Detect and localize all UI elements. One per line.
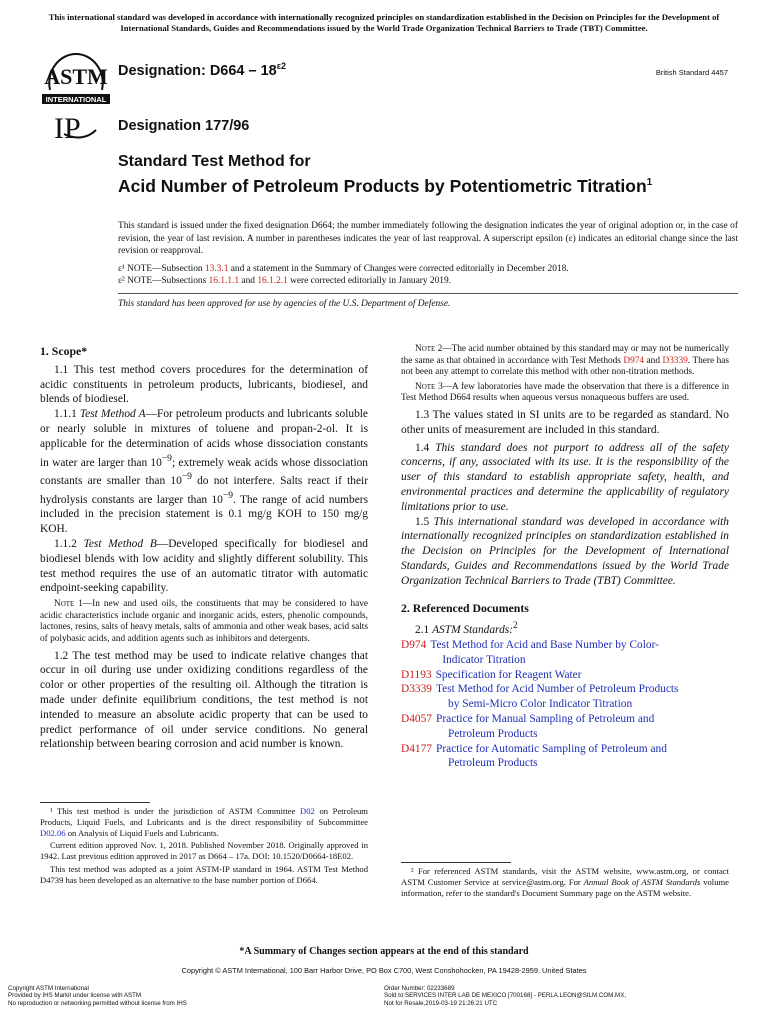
ref-line2: by Semi-Micro Color Indicator Titration (448, 698, 633, 711)
note-2-label: Note 2 (415, 344, 443, 354)
astm-standards-label: ASTM Standards: (432, 624, 513, 637)
note-2-a: —The acid number obtained by this standard may or may not be numerically the same as that obtained in accordance with Test Methods (401, 344, 730, 366)
fn1-b: on Petroleum Products, Liquid Fuels, and Lubricants and is the direct responsibility of Subcommittee (40, 806, 368, 827)
epsilon-note-2 (118, 275, 738, 288)
ref-line1: Specification for Reagent Water (435, 668, 582, 681)
exp-1: −9 (161, 453, 172, 464)
ref-item[interactable] (401, 638, 729, 668)
para-1-1-1 (40, 407, 368, 537)
note-3-label: Note 3 (415, 381, 443, 392)
fn2-italic: Annual Book of ASTM Standards (583, 876, 701, 887)
epsilon-note-2-suffix: were corrected editorially in January 2019. (287, 276, 451, 287)
fn1-c: on Analysis of Liquid Fuels and Lubricants. (65, 827, 219, 838)
ref-title[interactable] (436, 712, 654, 742)
exp-3: −9 (222, 490, 233, 501)
footer-right (384, 985, 626, 1007)
para-1-1-2 (40, 537, 368, 596)
footer-left-1: Copyright ASTM International (8, 985, 89, 992)
note-1-text: —In new and used oils, the constituents that may be considered to have acidic characteristics include organic and inorganic acids, esters, phenolic compounds, lactones, resins, salts of heavy metals, salts of ammonia and other weak bases, acid salts of polybasic acids, and addition agents such as inhibitors and detergents. (40, 599, 368, 644)
para-1-5-num: 1.5 (415, 515, 434, 528)
designation-ip: Designation 177/96 (118, 118, 250, 134)
para-1-1-1-d: . The range of acid numbers included in the precision statement is 0.1 mg/g KOH to 150 mg/g KOH. (40, 493, 369, 536)
para-1-1-1-b: ; extremely weak acids whose dissociation constants are smaller than 10 (40, 456, 369, 487)
defense-statement: This standard has been approved for use by agencies of the U.S. Department of Defense. (118, 298, 451, 309)
ref-title[interactable] (436, 668, 582, 683)
right-footnotes (401, 866, 729, 900)
ref-title[interactable] (436, 682, 678, 712)
intro-divider (118, 293, 738, 311)
footnote-edition: Current edition approved Nov. 1, 2018. Published November 2018. Originally approved in 1942. Last previous edition approved in 2017 as D664 – 17a. DOI: 10.1520/D0664-18E02. (40, 840, 368, 862)
note-3 (401, 382, 729, 405)
footer-right-1: Order Number: 02233689 (384, 985, 455, 992)
para-1-1: 1.1 This test method covers procedures for the determination of acidic constituents in petroleum products, lubricants, biodiesel, and blends of biodiesel. (40, 363, 368, 406)
footnote-joint: This test method was adopted as a joint ASTM-IP standard in 1964. ASTM Test Method D4739 has been developed as an alternative to the base number portion of D664. (40, 863, 368, 885)
ref-item[interactable] (401, 668, 729, 683)
title-block (118, 152, 718, 197)
para-1-4-num: 1.4 (415, 441, 436, 454)
left-footnote-rule (40, 802, 150, 803)
note-2-b: and (644, 355, 663, 366)
astm-standards-sup: 2 (513, 621, 518, 632)
note-1-label: Note 1 (54, 599, 83, 610)
title-main-text: Acid Number of Petroleum Products by Potentiometric Titration (118, 175, 647, 196)
epsilon-note-1-suffix: and a statement in the Summary of Changes were corrected editorially in December 2018. (228, 263, 569, 274)
exp-2: −9 (181, 472, 192, 483)
para-1-2: 1.2 The test method may be used to indicate relative changes that occur in oil during use under oxidizing conditions regardless of the color or other properties of the resulting oil. Although the titration is made under definite equilibrium conditions, the test method is not intended to measure an absolute acidic property that can be used to predict performance of oil under service conditions. No general relationship between bearing corrosion and acid number is known. (40, 649, 368, 751)
ref-line1: Practice for Automatic Sampling of Petroleum and (436, 742, 667, 755)
note-2-c: . There has not been any attempt to correlate this method with other non-titration methods. (401, 355, 730, 378)
ref-code[interactable]: D3339 (401, 683, 433, 696)
right-column (401, 344, 729, 771)
link-d3339[interactable]: D3339 (662, 355, 688, 366)
note-3-text: —A few laboratories have made the observation that there is a difference in Test Method D664 results when aqueous versus nonaqueous buffers are used. (401, 381, 729, 404)
para-1-3: 1.3 The values stated in SI units are to be regarded as standard. No other units of measurement are included in this standard. (401, 408, 729, 436)
title-pre: Standard Test Method for (118, 153, 311, 170)
ref-code[interactable]: D4057 (401, 712, 433, 725)
test-method-a-label: Test Method A (79, 408, 146, 421)
right-footnote-rule (401, 862, 511, 863)
issued-statement: This standard is issued under the fixed designation D664; the number immediately following the designation indicates the year of original adoption or, in the case of revision, the year of last revision. A number in parentheses indicates the year of last reapproval. A superscript epsilon (ε) indicates an editorial change since the last revision or reapproval. (118, 221, 738, 257)
ref-line2: Petroleum Products (448, 727, 538, 740)
copyright-line: Copyright © ASTM International, 100 Barr Harbor Drive, PO Box C700, West Conshohocken, PA 19428-2959. United States (181, 966, 587, 975)
referenced-documents-heading: 2. Referenced Documents (401, 600, 529, 615)
ref-line1: Test Method for Acid and Base Number by Color- (430, 638, 659, 651)
epsilon-note-2-prefix: ε² NOTE—Subsections (118, 276, 209, 287)
footer-right-3: Not for Resale,2019-03-19 21:26:21 UTC (384, 999, 498, 1007)
ref-item[interactable] (401, 712, 729, 742)
footer-left-3: No reproduction or networking permitted without license from IHS (8, 999, 187, 1007)
ref-line2: Indicator Titration (442, 653, 526, 666)
ref-code[interactable]: D4177 (401, 742, 433, 755)
fn2-b: volume information, refer to the standard's Document Summary page on the ASTM website. (401, 876, 729, 898)
para-1-1-1-c: do not interfere. Salts react if their hydrolysis constants are larger than 10 (40, 474, 368, 506)
left-column (40, 344, 368, 752)
ref-line2: Petroleum Products (448, 757, 538, 770)
para-1-4-text: This standard does not purport to address all of the safety concerns, if any, associated with its use. It is the responsibility of the user of this standard to establish appropriate safety, health, and environmental practices and determine the applicability of regulatory limitations prior to use. (401, 441, 729, 513)
ref-line1: Practice for Manual Sampling of Petroleum and (436, 712, 655, 725)
designation (118, 61, 286, 79)
intro (118, 220, 738, 316)
ip-logo (50, 112, 100, 142)
para-1-1-1-a: —For petroleum products and lubricants soluble or nearly soluble in mixtures of toluene and propan-2-ol. It is applicable for the determination of acids whose dissociation constants in water are larger than 10 (40, 408, 368, 469)
left-footnotes (40, 806, 368, 888)
ref-title[interactable] (430, 638, 659, 668)
designation-text: Designation: D664 – 18 (118, 62, 277, 79)
british-standard: British Standard 4457 (655, 68, 728, 77)
epsilon-note-2-mid: and (239, 276, 258, 287)
para-1-4 (401, 441, 729, 515)
link-16-1-2-1[interactable]: 16.1.2.1 (257, 276, 288, 287)
fn2-a: ² For referenced ASTM standards, visit the ASTM website, www.astm.org, or contact ASTM Customer Service at service@astm.org. For (401, 866, 729, 887)
scope-heading: 1. Scope* (40, 344, 88, 358)
astm-standards-line (401, 619, 729, 638)
link-d02-06[interactable]: D02.06 (40, 827, 66, 838)
para-1-5-text: This international standard was developed in accordance with internationally recognized principles on standardization established in the Decision on Principles for the Development of International Standards, Guides and Recommendations issued by the World Trade Organization Technical Barriers to Trade (TBT) Committee. (401, 515, 729, 587)
ref-title[interactable] (436, 742, 667, 772)
footer-left-2: Provided by IHS Markit under license with ASTM (8, 992, 142, 1000)
ref-code[interactable]: D974 (401, 638, 427, 651)
test-method-b-label: Test Method B (83, 537, 157, 550)
fn1-a: ¹ This test method is under the jurisdiction of ASTM Committee (50, 806, 300, 816)
ref-item[interactable] (401, 742, 729, 772)
note-2 (401, 344, 729, 379)
link-d974[interactable]: D974 (623, 355, 645, 366)
link-16-1-1-1[interactable]: 16.1.1.1 (208, 276, 240, 287)
astm-standards-num: 2.1 (415, 624, 433, 637)
footer-right-2: Sold to:SERVICES INTER LAB DE MEXICO [700168] - PERLA.LEON@SILM.COM.MX, (384, 992, 627, 1000)
link-13-3-1[interactable]: 13.3.1 (204, 263, 229, 274)
designation-sup: ε2 (276, 61, 287, 71)
ref-code[interactable]: D1193 (401, 668, 432, 681)
para-1-5 (401, 515, 729, 589)
note-1 (40, 599, 368, 645)
para-1-1-2-text: —Developed specifically for biodiesel and biodiesel blends with low acidity and slightly different solubility. This test method requires the use of an automatic titrator with automatic endpoint-seeking capability. (40, 537, 368, 595)
summary-of-changes-note: *A Summary of Changes section appears at the end of this standard (239, 946, 529, 957)
ip-logo-text: IP (54, 112, 81, 142)
ref-item[interactable] (401, 682, 729, 712)
link-d02[interactable]: D02 (300, 806, 315, 816)
page-title (118, 172, 718, 197)
footnote-1 (40, 806, 368, 838)
para-1-1-2-num: 1.1.2 (54, 537, 84, 550)
footer-left (8, 985, 187, 1007)
astm-logo-text: ASTM (44, 64, 108, 89)
title-footnote-ref: 1 (646, 177, 653, 188)
footnote-2 (401, 866, 729, 898)
epsilon-note-1-prefix: ε¹ NOTE—Subsection (118, 263, 205, 274)
reference-list (401, 638, 729, 771)
astm-logo-sub: INTERNATIONAL (45, 95, 107, 104)
para-1-1-1-num: 1.1.1 (54, 408, 80, 421)
astm-logo (40, 50, 112, 108)
ref-line1: Test Method for Acid Number of Petroleum Products (436, 683, 679, 696)
top-notice: This international standard was developed in accordance with internationally recognized principles on standardization established in the Decision on Principles for the Development of International Standards, Guides and Recommendations issued by the World Trade Organization Technical Barriers to Trade (TBT) Committee. (48, 12, 720, 33)
epsilon-note-1 (118, 263, 738, 276)
